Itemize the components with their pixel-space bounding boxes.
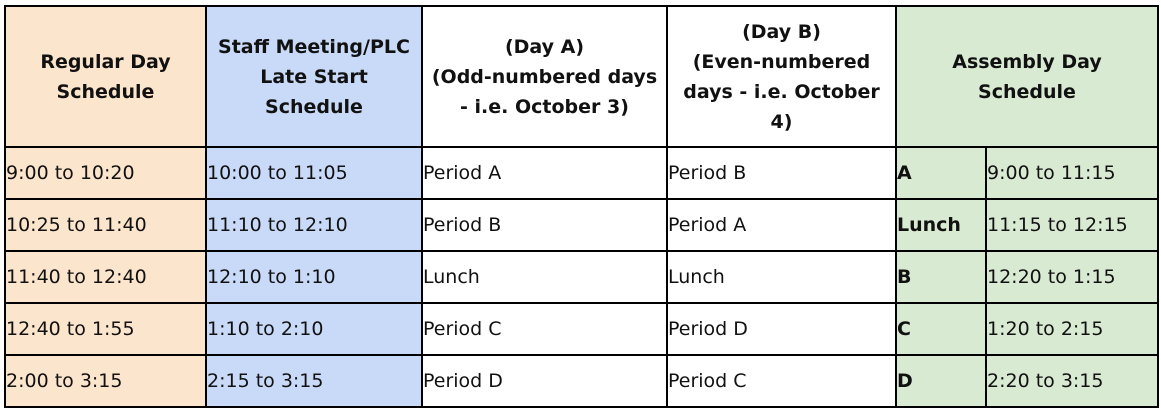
header-staff-line: Staff Meeting/PLC [218, 35, 410, 58]
header-day-b-line: 4) [770, 110, 793, 133]
staff-time-cell: 11:10 to 12:10 [206, 199, 422, 251]
day-b-period-cell: Lunch [667, 251, 896, 303]
staff-time-cell: 10:00 to 11:05 [206, 147, 422, 199]
staff-time-cell: 2:15 to 3:15 [206, 355, 422, 407]
regular-time-cell: 11:40 to 12:40 [5, 251, 206, 303]
header-staff-line: Late Start [260, 65, 368, 88]
table-row [5, 147, 1158, 199]
assembly-time-cell: 2:20 to 3:15 [986, 355, 1158, 407]
header-regular-line: Regular Day [40, 50, 171, 73]
day-b-period-cell: Period A [667, 199, 896, 251]
assembly-period-cell: Lunch [896, 199, 986, 251]
table-row [5, 355, 1158, 407]
header-regular-day [5, 6, 206, 147]
header-staff-line: Schedule [265, 95, 363, 118]
header-day-b [667, 6, 896, 147]
table-row [5, 251, 1158, 303]
header-day-a-line: (Day A) [504, 35, 585, 58]
header-day-b-line: (Day B) [742, 20, 821, 43]
header-row [5, 6, 1158, 147]
regular-time-cell: 10:25 to 11:40 [5, 199, 206, 251]
day-a-period-cell: Period D [422, 355, 667, 407]
assembly-period-cell: D [896, 355, 986, 407]
header-day-a-line: - i.e. October 3) [460, 95, 629, 118]
day-b-period-cell: Period B [667, 147, 896, 199]
table-row [5, 199, 1158, 251]
staff-time-cell: 12:10 to 1:10 [206, 251, 422, 303]
staff-time-cell: 1:10 to 2:10 [206, 303, 422, 355]
assembly-period-cell: A [896, 147, 986, 199]
assembly-time-cell: 9:00 to 11:15 [986, 147, 1158, 199]
regular-time-cell: 2:00 to 3:15 [5, 355, 206, 407]
assembly-time-cell: 12:20 to 1:15 [986, 251, 1158, 303]
header-assembly-line: Assembly Day [952, 50, 1102, 73]
day-a-period-cell: Period A [422, 147, 667, 199]
header-assembly-day [896, 6, 1158, 147]
assembly-time-cell: 1:20 to 2:15 [986, 303, 1158, 355]
header-day-b-line: days - i.e. October [683, 80, 880, 103]
header-regular-line: Schedule [56, 80, 155, 103]
header-assembly-line: Schedule [978, 80, 1076, 103]
schedule-table-wrapper [4, 5, 1159, 408]
day-b-period-cell: Period C [667, 355, 896, 407]
bell-schedule-table [4, 5, 1159, 408]
assembly-period-cell: B [896, 251, 986, 303]
header-day-b-line: (Even-numbered [692, 50, 871, 73]
regular-time-cell: 9:00 to 10:20 [5, 147, 206, 199]
day-b-period-cell: Period D [667, 303, 896, 355]
day-a-period-cell: Period C [422, 303, 667, 355]
table-row [5, 303, 1158, 355]
day-a-period-cell: Lunch [422, 251, 667, 303]
assembly-time-cell: 11:15 to 12:15 [986, 199, 1158, 251]
header-day-a-line: (Odd-numbered days [431, 65, 658, 88]
header-day-a [422, 6, 667, 147]
day-a-period-cell: Period B [422, 199, 667, 251]
header-staff-meeting [206, 6, 422, 147]
regular-time-cell: 12:40 to 1:55 [5, 303, 206, 355]
assembly-period-cell: C [896, 303, 986, 355]
